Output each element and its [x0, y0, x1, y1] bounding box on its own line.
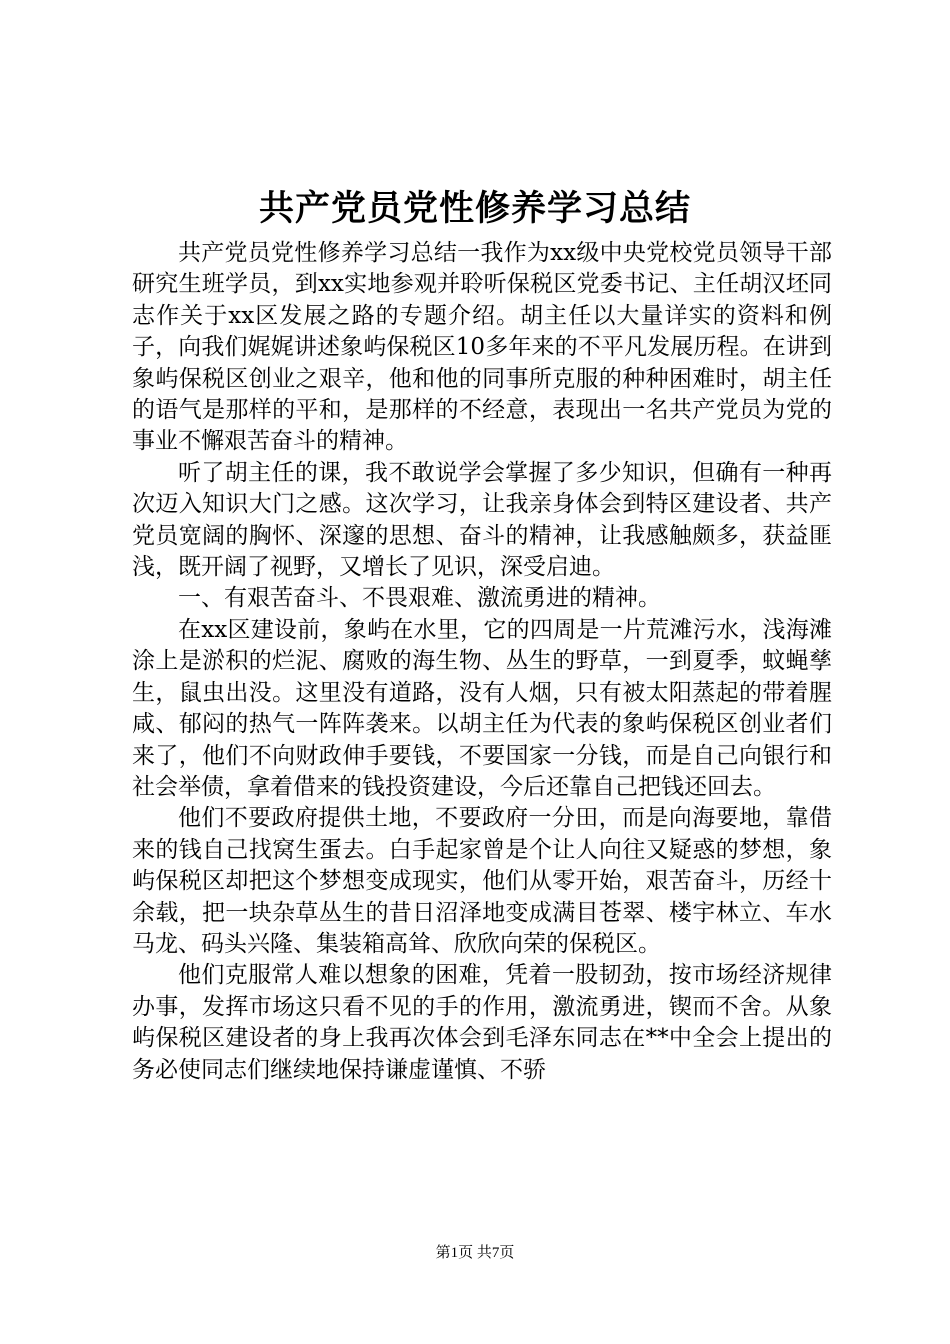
- paragraph-land: 他们不要政府提供土地，不要政府一分田，而是向海要地，靠借来的钱自己找窝生蛋去。白手起家曾是个让人向往又疑惑的梦想，象屿保税区却把这个梦想变成现实，他们从零开始，艰苦奋斗，历经十余载，把一块杂草丛生的昔日沼泽地变成满目苍翠、楼宇林立、车水马龙、码头兴隆、集装箱高耸、欣欣向荣的保税区。: [132, 805, 832, 957]
- document-title: 共产党员党性修养学习总结: [258, 188, 691, 229]
- paragraph-perseverance: 他们克服常人难以想象的困难，凭着一股韧劲，按市场经济规律办事，发挥市场这只看不见的手的作用，激流勇进，锲而不舍。从象屿保税区建设者的身上我再次体会到毛泽东同志在**中全会上提出的务必使同志们继续地保持谦虚谨慎、不骄: [132, 962, 832, 1083]
- paragraph-intro: 共产党员党性修养学习总结一我作为xx级中央党校党员领导干部研究生班学员，到xx实地参观并聆听保税区党委书记、主任胡汉坯同志作关于xx区发展之路的专题介绍。胡主任以大量详实的资料和例子，向我们娓娓讲述象屿保税区10多年来的不平凡发展历程。在讲到象屿保税区创业之艰辛，他和他的同事所克服的种种困难时，胡主任的语气是那样的平和，是那样的不经意，表现出一名共产党员为党的事业不懈艰苦奋斗的精神。: [132, 240, 832, 455]
- document-body: [132, 238, 832, 1086]
- paragraph-history: 在xx区建设前，象屿在水里，它的四周是一片荒滩污水，浅海滩涂上是淤积的烂泥、腐败的海生物、丛生的野草，一到夏季，蚊蝇孳生，鼠虫出没。这里没有道路，没有人烟，只有被太阳蒸起的带着腥咸、郁闷的热气一阵阵袭来。以胡主任为代表的象屿保税区创业者们来了，他们不向财政伸手要钱，不要国家一分钱，而是自己向银行和社会举债，拿着借来的钱投资建设，今后还靠自己把钱还回去。: [132, 616, 832, 800]
- paragraph-reflection: 听了胡主任的课，我不敢说学会掌握了多少知识，但确有一种再次迈入知识大门之感。这次学习，让我亲身体会到特区建设者、共产党员宽阔的胸怀、深邃的思想、奋斗的精神，让我感触颇多，获益匪浅，既开阔了视野，又增长了见识，深受启迪。: [132, 459, 832, 581]
- page-footer: 第1页 共7页: [435, 1245, 515, 1261]
- section-heading-1: 一、有艰苦奋斗、不畏艰难、激流勇进的精神。: [178, 585, 661, 612]
